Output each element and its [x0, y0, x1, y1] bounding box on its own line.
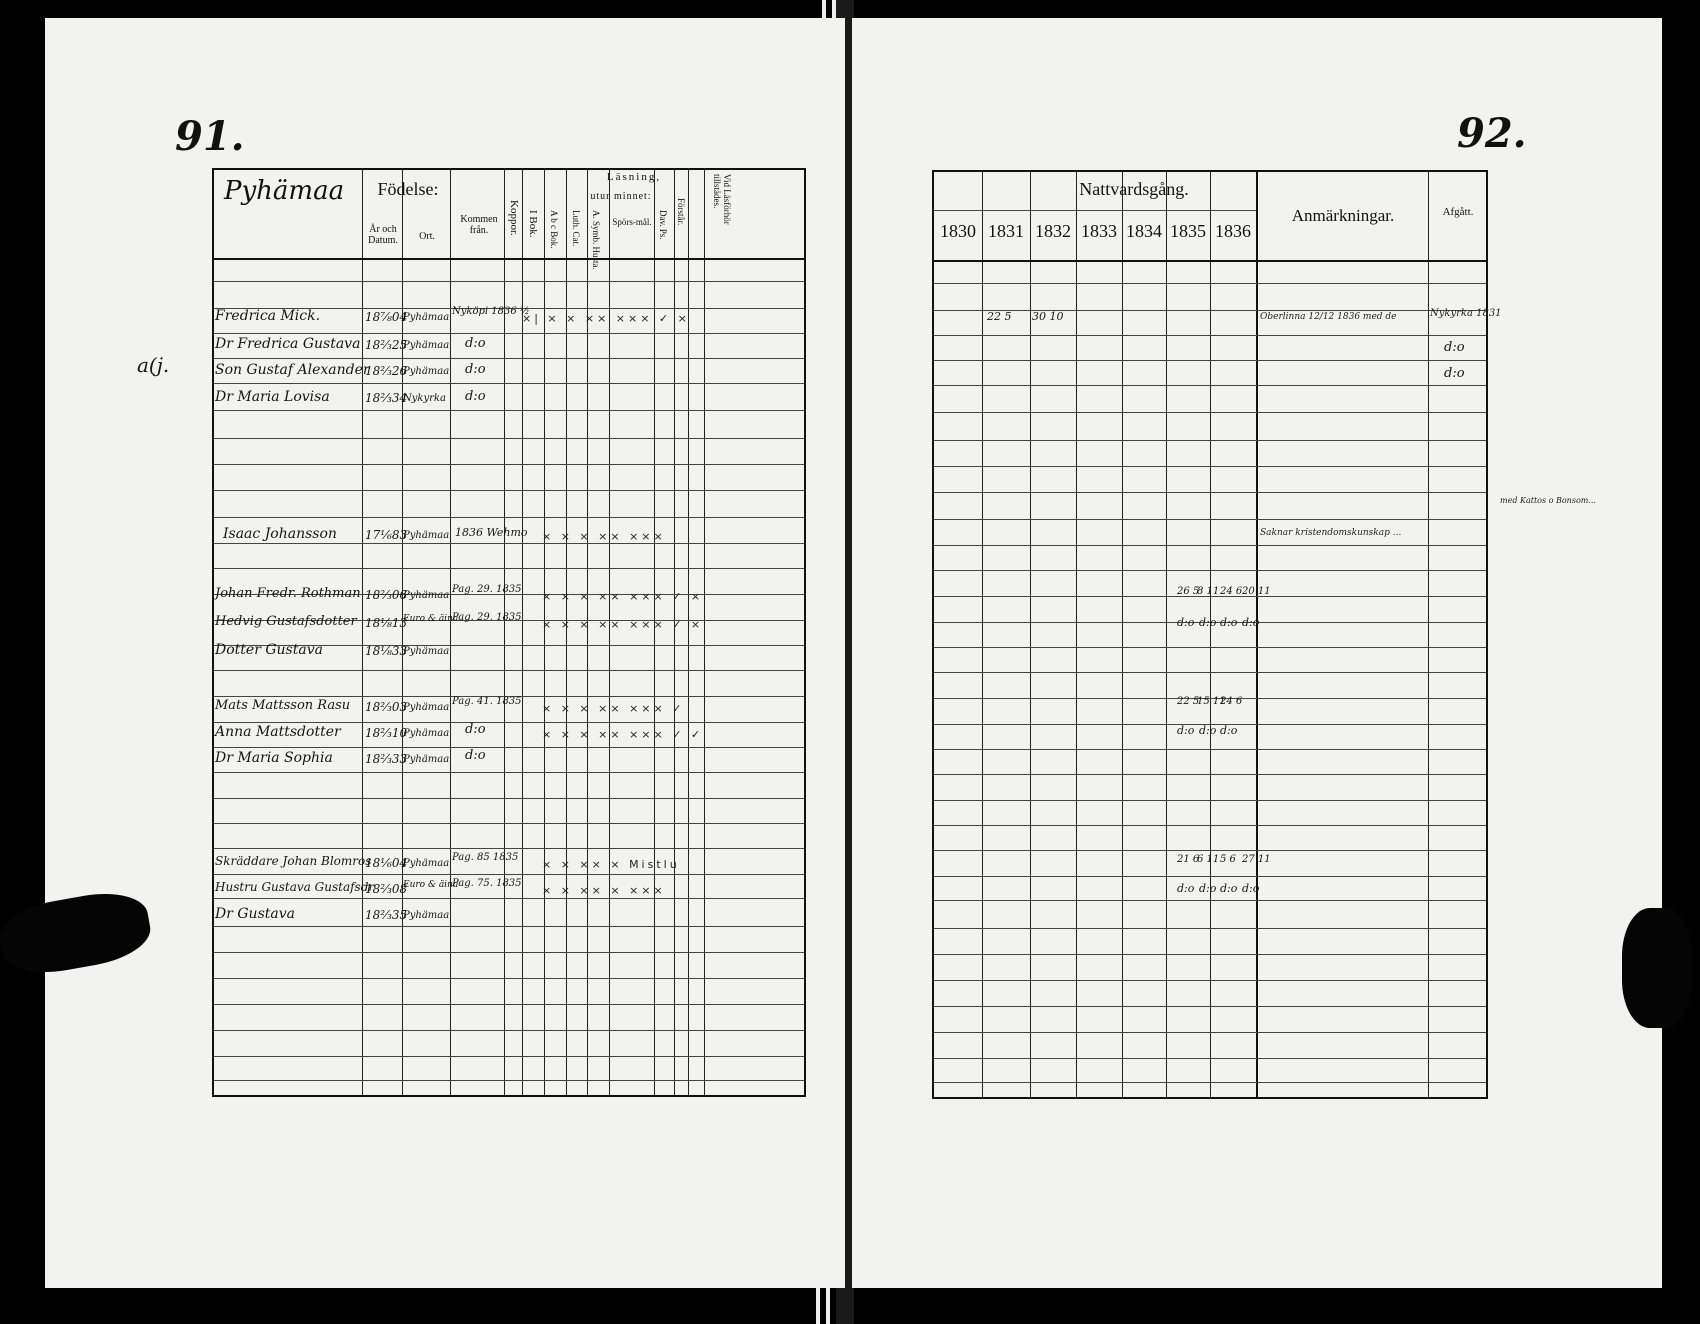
entry-ditto: d:o [1220, 724, 1238, 737]
row-name: Dr Gustava [215, 906, 295, 922]
row-name: Hustru Gustava Gustafsdr [215, 880, 375, 894]
row-from: d:o [465, 389, 486, 404]
row-place: Pyhämaa [403, 366, 450, 377]
entry-ditto: d:o [1199, 616, 1217, 629]
row-from: Pag. 41. 1835 [452, 696, 522, 707]
entry-1831: 22 5 [987, 310, 1012, 323]
page-number-right: 92. [1457, 110, 1527, 157]
right-ledger-table [932, 170, 1488, 1099]
header-utur-minnet: utur minnet: [590, 191, 652, 202]
row-marks: × × × ×× ××× ✓ × [542, 590, 704, 603]
row-name: Hedvig Gustafsdotter [215, 614, 357, 629]
row-marks: × × ×× × ××× [542, 884, 666, 897]
row-date: 18⅔08 [365, 882, 408, 896]
entry-1835: 6 11 [1197, 854, 1220, 865]
entry-ditto: d:o [1199, 882, 1217, 895]
row-place: Pyhämaa [403, 754, 450, 765]
entry-ditto: d:o [1220, 882, 1238, 895]
row-marks: × × × ×× ××× ✓ ✓ [542, 728, 704, 741]
header-ort: Ort. [419, 231, 435, 242]
header-dav-ps: Dav. Ps. [658, 210, 668, 240]
header-koppor: Koppor. [508, 200, 520, 236]
row-marks: × × × ×× ××× [542, 530, 666, 543]
row-from: Pag. 75. 1835 [452, 878, 522, 889]
row-from: d:o [465, 362, 486, 377]
entry-ditto: d:o [1177, 724, 1195, 737]
entry-ditto: d:o [1199, 724, 1217, 737]
row-date: 18⅙04 [365, 856, 408, 870]
row-name: Isaac Johansson [223, 526, 337, 542]
entry-1835: 8 11 [1197, 586, 1220, 597]
row-date: 18⅛13 [365, 616, 408, 630]
remark-note: Oberlinna 12/12 1836 med de [1260, 312, 1397, 322]
row-date: 17⅙83 [365, 528, 408, 542]
remark-note: Saknar kristendomskunskap ... [1260, 528, 1402, 538]
header-i-bok: I Bok. [527, 210, 539, 238]
row-date: 18⅔25 [365, 338, 408, 352]
entry-1835: 15 11 [1197, 696, 1226, 707]
row-date: 18⅔34 [365, 391, 408, 405]
row-name: Dr Fredrica Gustava [215, 336, 361, 352]
entry-ditto: d:o [1177, 616, 1195, 629]
header-year: 1832 [1035, 221, 1071, 241]
row-from: Pag. 85 1835 [452, 852, 519, 863]
header-abc-bok: A b c Bok. [549, 210, 559, 249]
row-date: 18⅔26 [365, 364, 408, 378]
header-year: 1831 [988, 221, 1024, 241]
row-date: 18⅔10 [365, 726, 408, 740]
header-year: 1836 [1215, 221, 1251, 241]
row-date: 18⅛33 [365, 644, 408, 658]
header-a-symb: A. Symb. Husta. [591, 210, 601, 270]
afgatt-ditto: d:o [1444, 366, 1465, 381]
header-forstar: Förstår. [676, 198, 686, 226]
margin-note-right: med Kattos o Bonsom... [1500, 496, 1596, 505]
thumb-shadow [1622, 908, 1692, 1028]
row-name: Dr Maria Lovisa [215, 389, 330, 405]
row-place: Pyhämaa [403, 590, 450, 601]
entry-ditto: d:o [1242, 882, 1260, 895]
row-date: 18⅞04 [365, 310, 408, 324]
parish-heading: Pyhämaa [224, 176, 345, 206]
row-place: Pyhämaa [403, 728, 450, 739]
row-date: 18⅔35 [365, 908, 408, 922]
row-name: Fredrica Mick. [215, 308, 321, 324]
row-from: Pag. 29. 1835 [452, 612, 522, 623]
row-place: Euro & äina [403, 614, 459, 624]
row-name: Anna Mattsdotter [215, 724, 341, 740]
entry-1836: 24 6 [1220, 586, 1243, 597]
entry-1835: 26 5 [1177, 586, 1200, 597]
header-year: 1835 [1170, 221, 1206, 241]
row-place: Euro & äina [403, 880, 459, 890]
row-from: 1836 Wehmo [455, 526, 528, 539]
entry-1835: 21 6 [1177, 854, 1200, 865]
row-place: Pyhämaa [403, 910, 450, 921]
row-from: Pag. 29. 1835 [452, 584, 522, 595]
entry-1836: 20 11 [1242, 586, 1271, 597]
header-luth-cat: Luth. Cat. [571, 210, 581, 247]
entry-ditto: d:o [1242, 616, 1260, 629]
row-date: 18⅔33 [365, 752, 408, 766]
header-fodelse: Födelse: [377, 179, 439, 199]
row-marks: ×| × × ×× ××× ✓ × [522, 312, 690, 325]
entry-1832: 30 10 [1032, 310, 1064, 323]
header-lasning: Läsning, [606, 171, 662, 183]
header-year: 1830 [940, 221, 976, 241]
entry-1836: 27 11 [1242, 854, 1271, 865]
row-place: Pyhämaa [403, 530, 450, 541]
header-anmarkningar: Anmärkningar. [1291, 206, 1395, 225]
row-place: Pyhämaa [403, 340, 450, 351]
header-year: 1833 [1081, 221, 1117, 241]
row-marks: × × × ×× ××× ✓ [542, 702, 685, 715]
row-from: d:o [465, 336, 486, 351]
row-from: d:o [465, 748, 486, 763]
thumb-shadow [0, 886, 155, 981]
row-from: Nyköpi 1836 ½ [452, 306, 530, 317]
header-afgatt: Afgått. [1442, 206, 1474, 218]
row-name: Son Gustaf Alexander [215, 362, 370, 378]
row-place: Pyhämaa [403, 646, 450, 657]
header-kommen-fran: Kommen från. [460, 214, 498, 236]
row-place: Nykyrka [403, 393, 446, 404]
row-place: Pyhämaa [403, 312, 450, 323]
afgatt-note: Nykyrka 1831 [1430, 308, 1502, 319]
page-number-left: 91. [175, 113, 245, 160]
row-name: Mats Mattsson Rasu [215, 698, 351, 713]
right-page [852, 18, 1662, 1288]
entry-ditto: d:o [1177, 882, 1195, 895]
row-place: Pyhämaa [403, 858, 450, 869]
entry-1836: 24 6 [1220, 696, 1243, 707]
row-marks: × × ×× × Mistlu [542, 858, 680, 871]
row-name: Dotter Gustava [215, 642, 323, 658]
left-page [45, 18, 845, 1288]
row-date: 18⅔06 [365, 588, 408, 602]
header-year: 1834 [1126, 221, 1162, 241]
entry-1836: 5 6 [1220, 854, 1236, 865]
entry-1835: 22 5 [1177, 696, 1200, 707]
header-vid-lasforhor: Vid Läsförhör tillstädes. [712, 174, 732, 225]
row-name: Dr Maria Sophia [215, 750, 333, 766]
row-marks: × × × ×× ××× ✓ × [542, 618, 704, 631]
header-ar-och-datum: År och Datum. [368, 224, 398, 246]
row-name: Johan Fredr. Rothman [215, 586, 361, 601]
row-name: Skräddare Johan Blomros [215, 854, 372, 868]
header-nattvardsgang: Nattvardsgång. [1079, 179, 1189, 199]
row-date: 18⅔03 [365, 700, 408, 714]
margin-note: a(j. [137, 353, 170, 377]
header-sporsmal: Spörs-mål. [612, 217, 652, 227]
row-from: d:o [465, 722, 486, 737]
afgatt-ditto: d:o [1444, 340, 1465, 355]
entry-ditto: d:o [1220, 616, 1238, 629]
row-place: Pyhämaa [403, 702, 450, 713]
